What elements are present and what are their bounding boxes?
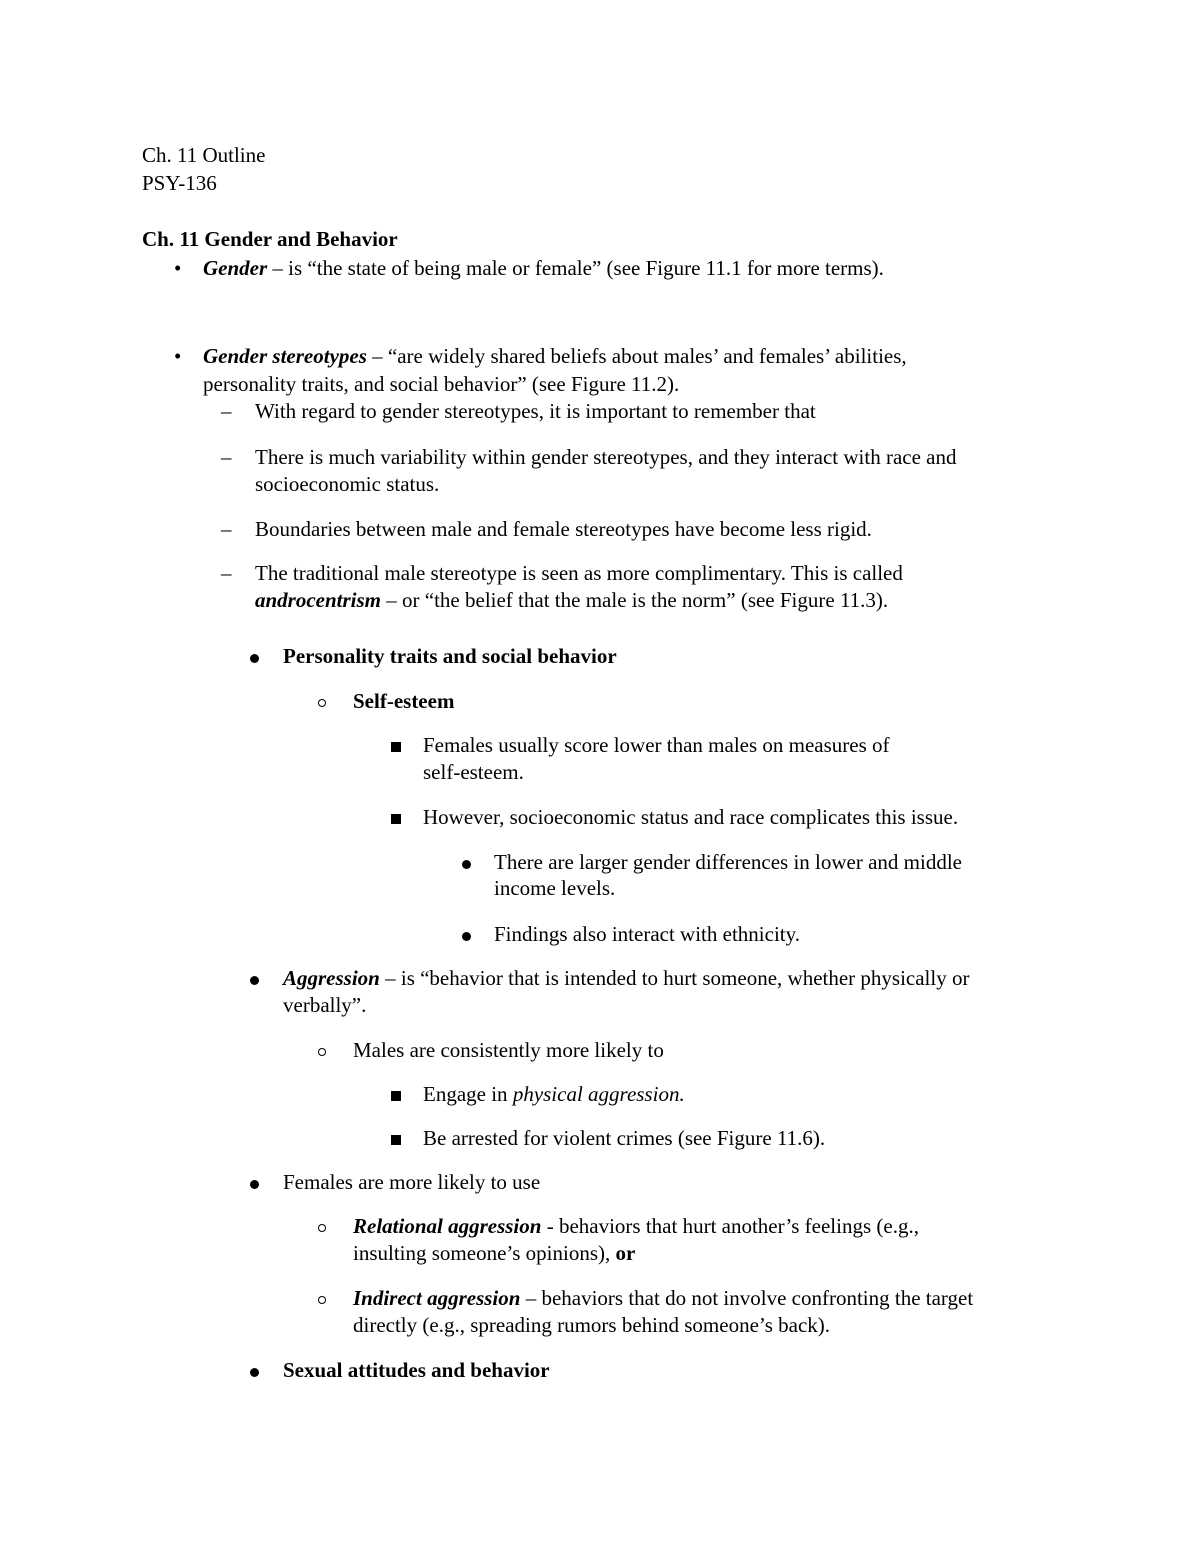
aggression-term: Aggression — [283, 966, 380, 990]
filled-bullet-icon — [250, 1357, 259, 1384]
aggression-rest: – is “behavior that is intended to hurt someone, whether physically or — [379, 966, 970, 990]
physical-aggression-term: physical aggression. — [512, 1082, 685, 1106]
indirect-term: Indirect aggression — [353, 1286, 521, 1310]
filled-bullet-icon — [462, 921, 471, 948]
personality-heading: Personality traits and social behavior — [283, 644, 617, 668]
males-item-2: Be arrested for violent crimes (see Figure 11.6). — [423, 1126, 826, 1150]
dash-item-4: The traditional male stereotype is seen as more complimentary. This is called — [255, 561, 903, 585]
square-bullet-icon — [391, 804, 401, 831]
header-course: PSY-136 — [142, 171, 217, 195]
dash-marker: – — [221, 399, 232, 423]
dash-item-2-line2: socioeconomic status. — [255, 472, 440, 496]
self-esteem-heading: Self-esteem — [353, 689, 455, 713]
gender-rest: – is “the state of being male or female” (see Figure 11.1 for more terms). — [267, 256, 884, 280]
relational-rest: - behaviors that hurt another’s feelings (e.g., — [541, 1214, 919, 1238]
stereotypes-definition — [203, 343, 907, 370]
self-esteem-item-1: Females usually score lower than males on measures of — [423, 733, 890, 757]
males-item-1-prefix: Engage in — [423, 1082, 513, 1106]
dash-marker: – — [221, 517, 232, 541]
square-bullet-icon — [391, 1125, 401, 1152]
relational-line2-text: insulting someone’s opinions), — [353, 1241, 616, 1265]
filled-bullet-icon — [250, 1169, 259, 1196]
stereotypes-term: Gender stereotypes — [203, 344, 367, 368]
androcentrism-rest: – or “the belief that the male is the norm” (see Figure 11.3). — [381, 588, 889, 612]
dash-item-2: There is much variability within gender stereotypes, and they interact with race and — [255, 445, 957, 469]
relational-line2 — [353, 1240, 635, 1267]
filled-bullet-icon — [462, 849, 471, 876]
or-text: or — [615, 1241, 636, 1265]
gender-term: Gender — [203, 256, 268, 280]
square-bullet-icon — [391, 1081, 401, 1108]
aggression-definition — [283, 965, 969, 992]
indirect-aggression — [353, 1285, 973, 1312]
dash-item-1: With regard to gender stereotypes, it is important to remember that — [255, 399, 816, 423]
dash-item-3: Boundaries between male and female stereotypes have become less rigid. — [255, 517, 872, 541]
relational-aggression — [353, 1213, 919, 1240]
filled-bullet-icon — [250, 643, 259, 670]
self-esteem-item-1-line2: self-esteem. — [423, 760, 524, 784]
section-title: Ch. 11 Gender and Behavior — [142, 227, 398, 251]
square-bullet-icon — [391, 732, 401, 759]
hollow-bullet-icon — [318, 1037, 326, 1064]
aggression-line2: verbally”. — [283, 993, 367, 1017]
dash-marker: – — [221, 445, 232, 469]
indirect-line2: directly (e.g., spreading rumors behind someone’s back). — [353, 1313, 831, 1337]
dash-marker: – — [221, 561, 232, 585]
gender-definition — [203, 255, 884, 282]
indirect-rest: – behaviors that do not involve confronting the target — [520, 1286, 974, 1310]
dash-item-4-line2 — [255, 587, 888, 614]
filled-bullet-icon — [250, 965, 259, 992]
header-title: Ch. 11 Outline — [142, 143, 266, 167]
hollow-bullet-icon — [318, 1285, 326, 1312]
hollow-bullet-icon — [318, 1213, 326, 1240]
males-intro: Males are consistently more likely to — [353, 1038, 664, 1062]
stereotypes-line2: personality traits, and social behavior” (see Figure 11.2). — [203, 372, 680, 396]
hollow-bullet-icon — [318, 688, 326, 715]
bullet-marker: • — [174, 256, 182, 280]
self-esteem-subitem-1: There are larger gender differences in lower and middle — [494, 850, 962, 874]
stereotypes-rest: – “are widely shared beliefs about males’ and females’ abilities, — [366, 344, 907, 368]
females-intro: Females are more likely to use — [283, 1170, 541, 1194]
self-esteem-subitem-2: Findings also interact with ethnicity. — [494, 922, 801, 946]
sexual-heading: Sexual attitudes and behavior — [283, 1358, 550, 1382]
males-item-1 — [423, 1081, 685, 1108]
self-esteem-subitem-1-line2: income levels. — [494, 876, 616, 900]
androcentrism-term: androcentrism — [255, 588, 382, 612]
self-esteem-item-2: However, socioeconomic status and race complicates this issue. — [423, 805, 959, 829]
relational-term: Relational aggression — [353, 1214, 542, 1238]
bullet-marker: • — [174, 344, 182, 368]
